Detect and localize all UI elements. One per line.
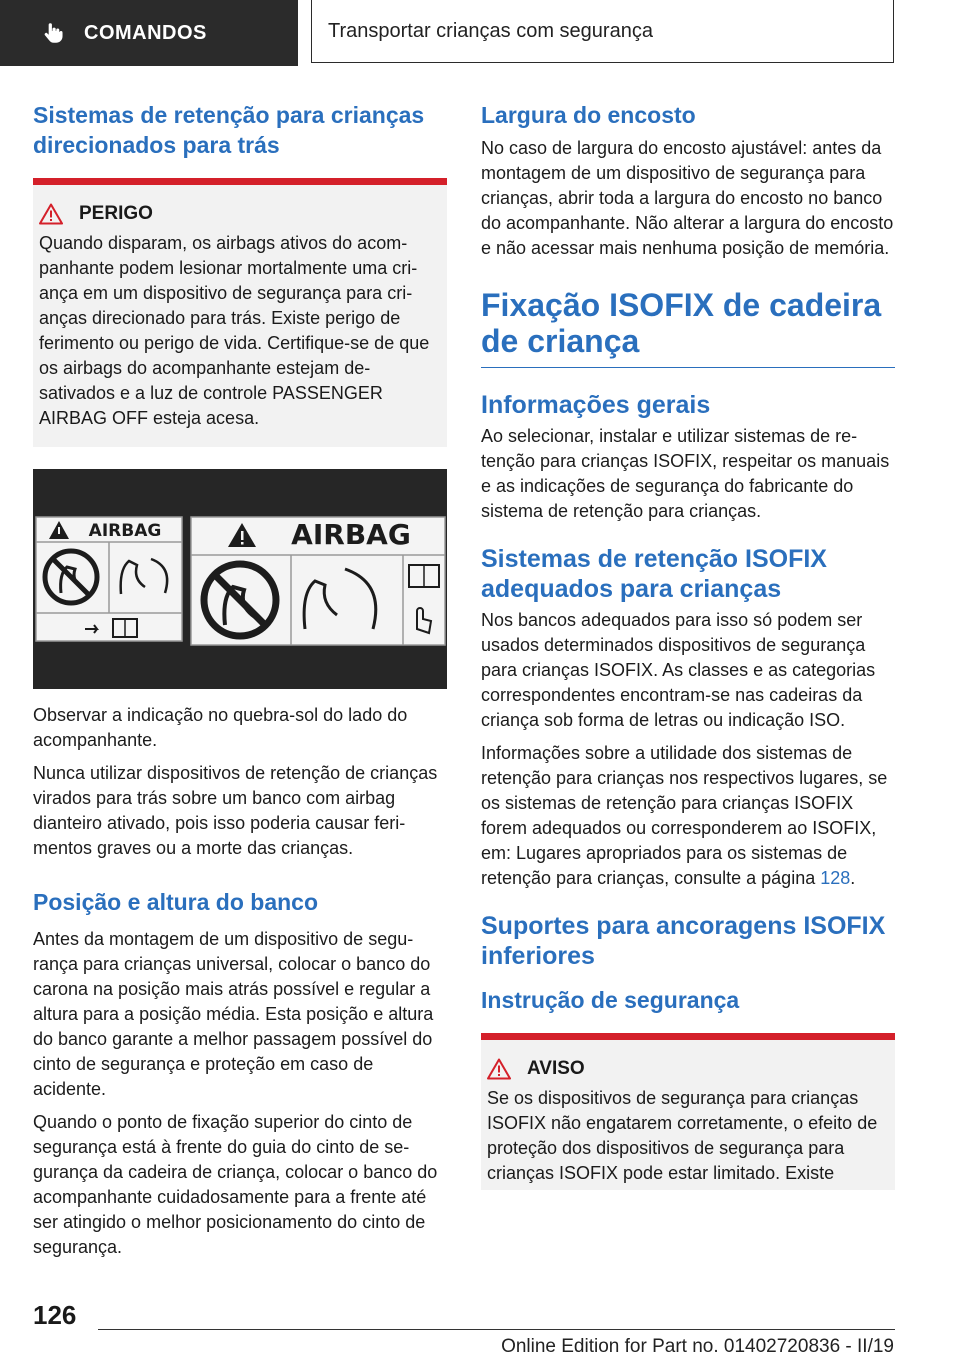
danger-box: [33, 178, 447, 447]
footer-divider: [98, 1329, 895, 1330]
heading-general-info: Informações gerais: [481, 391, 711, 419]
warning-triangle-icon: [487, 1058, 511, 1080]
airbag-label-small-text: AIRBAG: [88, 521, 162, 541]
heading-lower-anchors: Suportes para ancoragens ISOFIX inferiores: [481, 912, 886, 970]
airbag-label-large-text: AIRBAG: [291, 518, 411, 551]
section-label: COMANDOS: [84, 21, 207, 44]
heading-isofix: Fixação ISOFIX de cadeira de criança: [481, 287, 895, 368]
danger-text: Quando disparam, os airbags ativos do acompanhante podem lesionar mortalmente uma criança em um dispositivo de segurança para crianças direcionado para trás. Existe perigo de ferimento ou perigo de vida. Certifique-se de que os airbags do acompanhante estejam desativados e a luz de controle PASSENGER AIRBAG OFF esteja acesa.: [39, 233, 430, 428]
isofix-info-end: .: [850, 868, 856, 888]
page-header: [0, 0, 960, 66]
danger-word: PERIGO: [79, 203, 153, 224]
caution-text: Se os dispositivos de segurança para crianças ISOFIX não engatarem corretamente, o efeito de proteção dos dispositivos de segurança para crianças ISOFIX pode estar limitado. Existe: [487, 1088, 878, 1183]
heading-backrest-width: Largura do encosto: [481, 102, 696, 128]
heading-rear-facing: Sistemas de retenção para crianças direcionados para trás: [33, 102, 425, 158]
airbag-label-photo: [33, 469, 447, 689]
edition-note: Online Edition for Part no. 01402720836 - II/19: [501, 1336, 894, 1357]
caution-word: AVISO: [527, 1058, 585, 1079]
heading-safety-instruction: Instrução de segurança: [481, 987, 740, 1013]
heading-suitable-isofix: Sistemas de retenção ISOFIX adequados para crianças: [481, 545, 827, 603]
never-use-note: Nunca utilizar dispositivos de retenção de crianças virados para trás sobre um banco com airbag dianteiro ativado, pois isso poderia causar ferimentos graves ou a morte das crianças.: [33, 763, 438, 858]
anchor-point-text: Quando o ponto de fixação superior do cinto de segurança está à frente do guia do cinto de segurança da cadeira de criança, colocar o banco do acompanhante cuidadosamente para a frente até ser atingido o melhor posicionamento do cinto de segurança.: [33, 1112, 438, 1257]
seat-position-text: Antes da montagem de um dispositivo de segurança para crianças universal, colocar o banco do carona na posição mais atrás possível e regular a altura para a posição média. Esta posição e altura do banco garante a melhor passagem possível do cinto de segurança e proteção em caso de acidente.: [33, 929, 434, 1099]
section-tab: [0, 0, 298, 66]
warning-triangle-icon: [39, 203, 63, 225]
isofix-info-text: [481, 741, 895, 891]
chapter-title: Transportar crianças com segurança: [311, 0, 894, 63]
page-link-128[interactable]: 128: [820, 868, 851, 888]
suitable-isofix-text: Nos bancos adequados para isso só podem ser usados determinados dispositivos de segurança para crianças ISOFIX. As classes e as categorias correspondentes encontram-se nas cadeiras da criança sob forma de letras ou indicação ISO.: [481, 610, 876, 730]
sunvisor-note: Observar a indicação no quebra-sol do lado do acompanhante.: [33, 705, 408, 750]
isofix-info-body: Informações sobre a utilidade dos sistemas de retenção para crianças nos respectivos lugares, se os sistemas de retenção para crianças ISOFIX forem adequados ou corresponderem ao ISOFIX, em: Lugares apropriados para os sistemas de retenção para crianças, consulte a página: [481, 743, 888, 888]
page-number: 126: [33, 1300, 77, 1330]
caution-box: [481, 1033, 895, 1190]
left-column: [33, 100, 447, 1268]
backrest-width-text: No caso de largura do encosto ajustável: antes da montagem de um dispositivo de segurança para crianças, abrir toda a largura do encosto no banco do acompanhante. Não alterar a largura do encosto e não acessar mais nenhuma posição de memória.: [481, 138, 894, 258]
right-column: [481, 100, 895, 1204]
general-info-text: Ao selecionar, instalar e utilizar sistemas de retenção para crianças ISOFIX, respeitar os manuais e as indicações de segurança do fabricante do sistema de retenção para crianças.: [481, 426, 890, 521]
airbag-labels-illustration: [33, 469, 447, 689]
hand-pointer-icon: [40, 20, 66, 46]
heading-seat-position: Posição e altura do banco: [33, 889, 319, 915]
